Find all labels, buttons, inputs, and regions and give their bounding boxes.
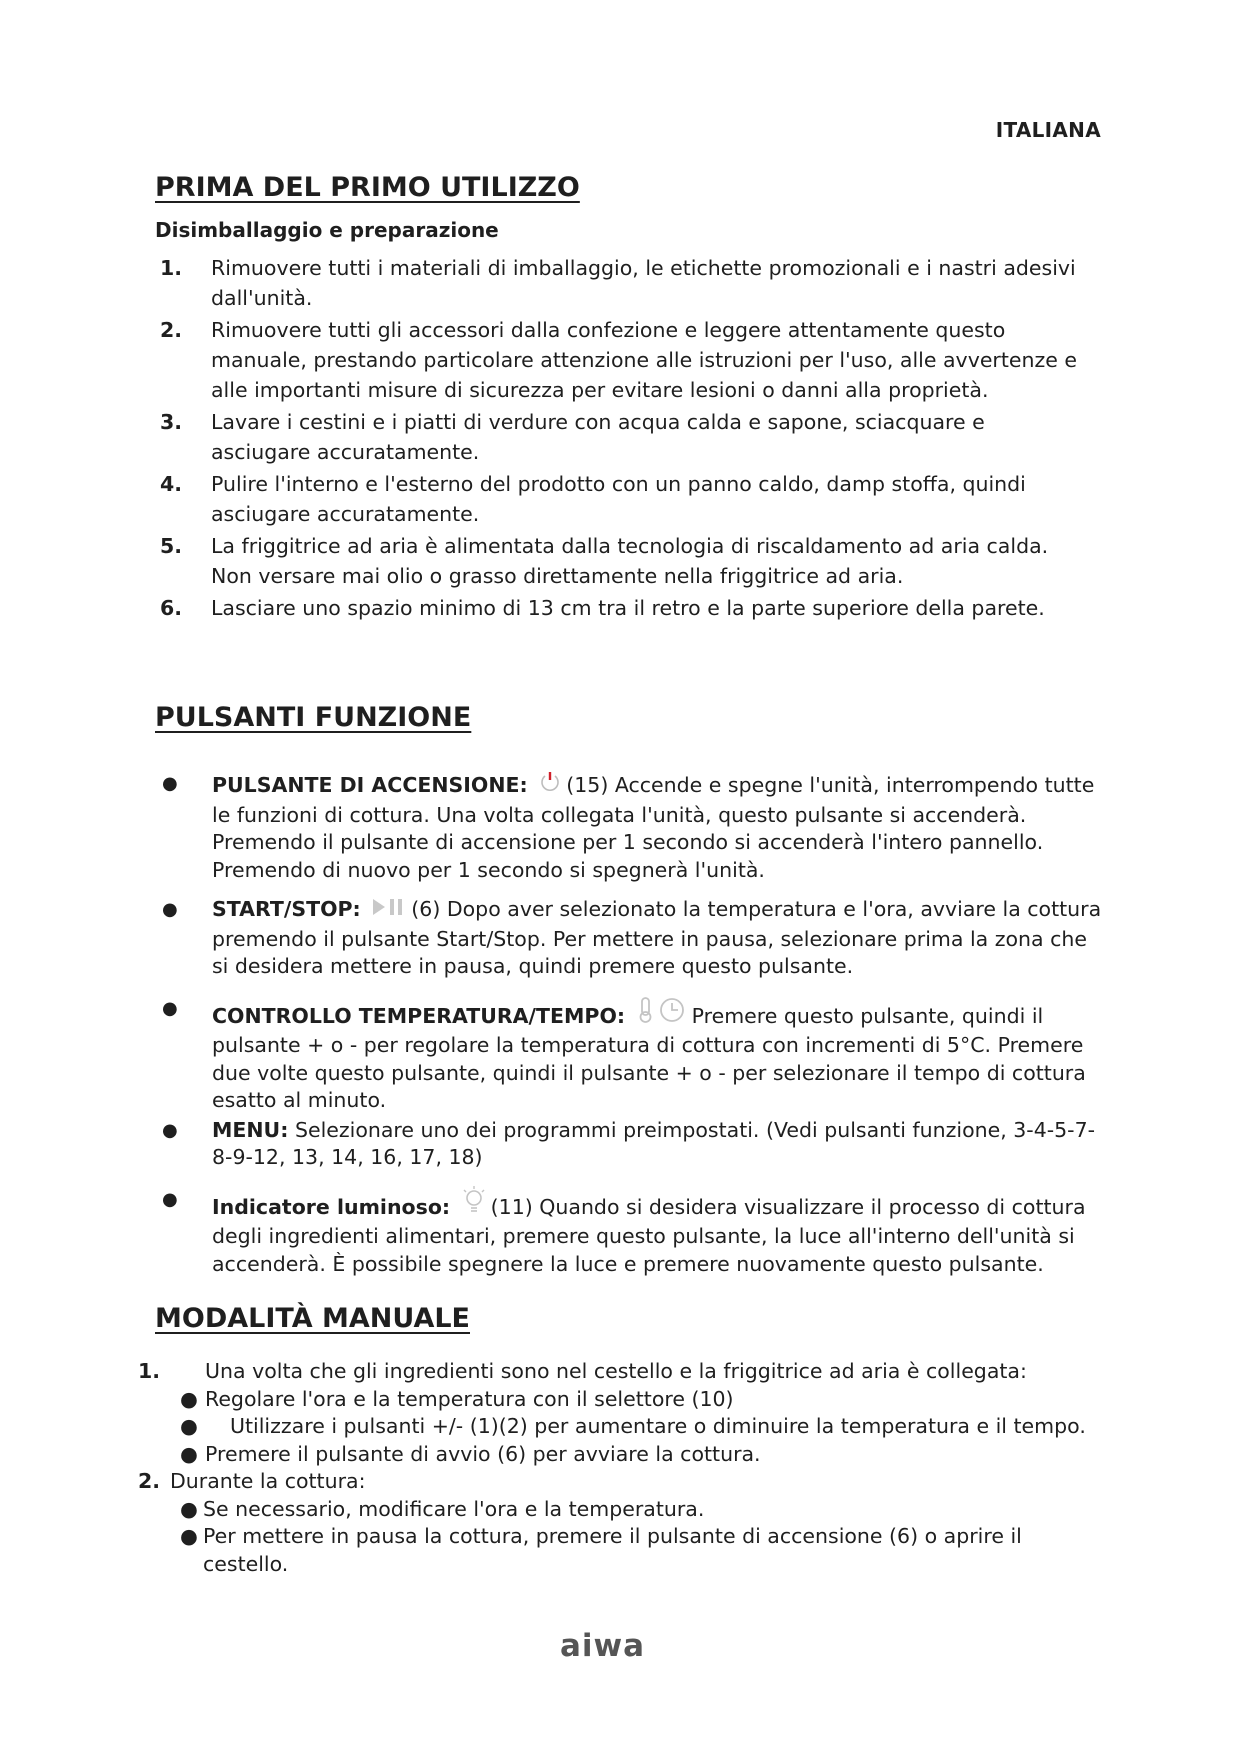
bullet: ●	[162, 899, 178, 920]
list-text: Rimuovere tutti gli accessori dalla confezione e leggere attentamente questo manuale, prestando particolare attenzione alle istruzioni per l'uso, alle avvertenze e alle importanti misure di sicurezza per evitare lesioni o danni alla proprietà.	[211, 318, 1078, 402]
section-title-manual-mode: MODALITÀ MANUALE	[155, 1303, 470, 1334]
list-text: Rimuovere tutti i materiali di imballaggio, le etichette promozionali e i nastri adesivi dall'unità.	[211, 256, 1076, 310]
sub-list-item	[138, 1386, 1098, 1414]
list-number: 6.	[160, 596, 183, 620]
list-item	[138, 1358, 1098, 1386]
sub-list-text: Utilizzare i pulsanti +/- (1)(2) per aumentare o diminuire la temperatura e il tempo.	[230, 1414, 1086, 1438]
aiwa-logo: aiwa	[560, 1628, 646, 1664]
list-item	[160, 407, 1090, 467]
bullet: ●	[162, 1188, 178, 1210]
list-item	[162, 1186, 1107, 1279]
button-label: PULSANTE DI ACCENSIONE:	[212, 773, 528, 797]
list-number: 2.	[160, 318, 183, 342]
list-number: 5.	[160, 534, 183, 558]
bullet: ●	[180, 1414, 198, 1438]
list-item	[160, 315, 1090, 405]
button-description: Selezionare uno dei programmi preimpostati. (Vedi pulsanti funzione, 3-4-5-7-8-9-12, 13, 14, 16, 17, 18)	[212, 1117, 1096, 1169]
bullet: ●	[162, 997, 178, 1019]
button-label: MENU:	[212, 1117, 289, 1142]
list-number: 3.	[160, 410, 183, 434]
bullet: ●	[162, 773, 178, 794]
list-item	[160, 531, 1090, 591]
language-label: ITALIANA	[995, 118, 1101, 142]
sub-list-text: Se necessario, modificare l'ora e la temperatura.	[203, 1496, 705, 1521]
sub-list-text: Premere il pulsante di avvio (6) per avviare la cottura.	[205, 1441, 761, 1466]
sub-list-text: Per mettere in pausa la cottura, premere il pulsante di accensione (6) o aprire il cestello.	[203, 1524, 1022, 1576]
button-description: (15) Accende e spegne l'unità, interrompendo tutte le funzioni di cottura. Una volta collegata l'unità, questo pulsante si accenderà. Premendo il pulsante di accensione per 1 secondo si accenderà l'intero pannello. Premendo di nuovo per 1 secondo si spegnerà l'unità.	[212, 773, 1095, 882]
list-item	[160, 593, 1090, 623]
sub-list-item	[138, 1523, 1098, 1578]
bullet: ●	[162, 1119, 178, 1141]
list-number: 1.	[160, 256, 183, 280]
list-item	[162, 1117, 1107, 1172]
list-number: 1.	[138, 1359, 161, 1383]
button-description: (6) Dopo aver selezionato la temperatura e l'ora, avviare la cottura premendo il pulsante Start/Stop. Per mettere in pausa, selezionare prima la zona che si desidera mettere in pausa, quindi premere questo pulsante.	[212, 897, 1102, 978]
bullet: ●	[180, 1496, 198, 1521]
list-item	[162, 995, 1107, 1115]
list-item	[160, 253, 1090, 313]
button-label: Indicatore luminoso:	[212, 1194, 451, 1219]
list-number: 2.	[138, 1469, 161, 1493]
button-label: START/STOP:	[212, 897, 361, 921]
sub-list-item	[138, 1496, 1098, 1524]
function-buttons-list	[162, 770, 1107, 1278]
temp-time-icon	[636, 995, 688, 1033]
list-text: Durante la cottura:	[170, 1469, 366, 1493]
list-item	[160, 469, 1090, 529]
list-text: Lasciare uno spazio minimo di 13 cm tra il retro e la parte superiore della parete.	[211, 596, 1045, 620]
sub-list-text: Regolare l'ora e la temperatura con il selettore (10)	[205, 1386, 734, 1411]
button-label: CONTROLLO TEMPERATURA/TEMPO:	[212, 1003, 626, 1028]
bullet: ●	[180, 1524, 198, 1548]
section-title-function-buttons: PULSANTI FUNZIONE	[155, 702, 472, 733]
list-text: La friggitrice ad aria è alimentata dalla tecnologia di riscaldamento ad aria calda. Non versare mai olio o grasso direttamente nella friggitrice ad aria.	[211, 534, 1049, 588]
sub-list-item	[138, 1413, 1098, 1441]
list-text: Una volta che gli ingredienti sono nel cestello e la friggitrice ad aria è collegata:	[205, 1359, 1027, 1383]
section-title-first-use: PRIMA DEL PRIMO UTILIZZO	[155, 172, 580, 203]
light-bulb-icon	[461, 1186, 487, 1224]
first-use-list	[160, 253, 1090, 625]
list-text: Lavare i cestini e i piatti di verdure con acqua calda e sapone, sciacquare e asciugare accuratamente.	[211, 410, 985, 464]
power-icon	[538, 770, 562, 802]
section-subtitle-unpacking: Disimballaggio e preparazione	[155, 218, 499, 242]
play-pause-icon	[371, 896, 407, 926]
sub-list-item	[138, 1441, 1098, 1469]
list-item	[138, 1468, 1098, 1496]
list-item	[162, 770, 1107, 884]
list-text: Pulire l'interno e l'esterno del prodotto con un panno caldo, damp stoffa, quindi asciugare accuratamente.	[211, 472, 1026, 526]
button-description: Premere questo pulsante, quindi il pulsante + o - per regolare la temperatura di cottura con incrementi di 5°C. Premere due volte questo pulsante, quindi il pulsante + o - per selezionare il tempo di cottura esatto al minuto.	[212, 1003, 1086, 1112]
bullet: ●	[180, 1386, 198, 1411]
list-number: 4.	[160, 472, 183, 496]
list-item	[162, 896, 1107, 981]
button-description: (11) Quando si desidera visualizzare il processo di cottura degli ingredienti alimentari, premere questo pulsante, la luce all'interno dell'unità si accenderà. È possibile spegnere la luce e premere nuovamente questo pulsante.	[212, 1194, 1086, 1276]
manual-mode-steps	[138, 1358, 1098, 1578]
bullet: ●	[180, 1441, 198, 1466]
